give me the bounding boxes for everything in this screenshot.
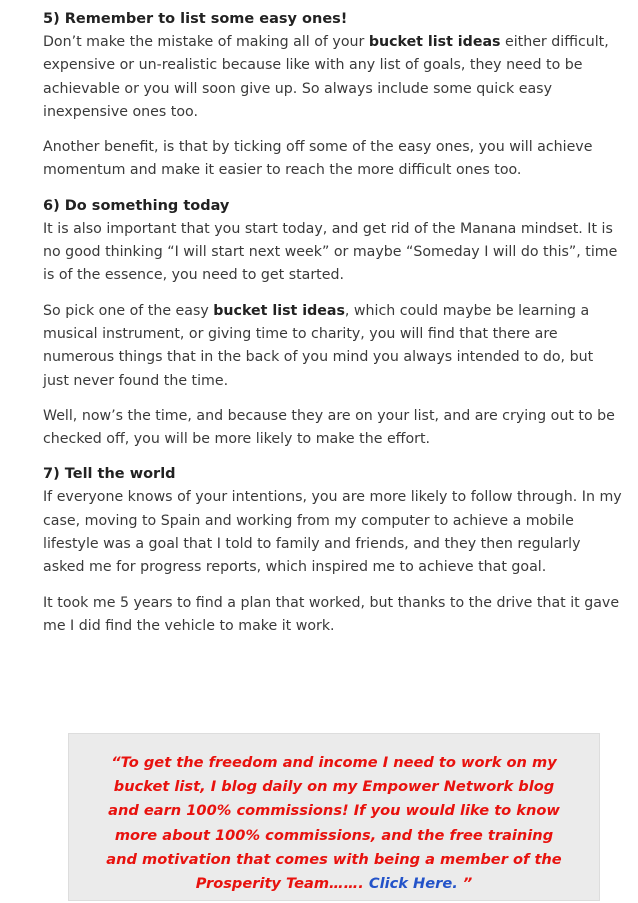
paragraph-text: either difficult, expensive or un-realistic because like with any list of goals, they need to be achievable or you will soon give up. So always include some quick easy inexpensive ones too. — [43, 34, 609, 120]
paragraph: Well, now’s the time, and because they are on your list, and are crying out to be checked off, you will be more likely to make the effort. — [43, 407, 615, 448]
paragraph-text: , which could maybe be learning a musical instrument, or giving time to charity, you will find that there are numerous things that in the back of you mind you always intended to do, but just never found the time. — [43, 302, 594, 389]
bold-keyword: bucket list ideas — [368, 34, 501, 50]
promo-quote — [99, 751, 569, 896]
section-heading: 6) Do something today — [43, 197, 230, 214]
promo-quote-box — [68, 733, 600, 901]
paragraph: If everyone knows of your intentions, you are more likely to follow through. In my case, moving to Spain and working from my computer to achieve a mobile lifestyle was a goal that I told to family and friends, and they then regularly asked me for progress reports, which inspired me to achieve that goal. — [43, 489, 622, 576]
bold-keyword: bucket list ideas — [213, 302, 345, 319]
paragraph-text: So pick one of the easy — [43, 302, 214, 319]
section-heading: 7) Tell the world — [43, 466, 176, 483]
section-tell-the-world — [43, 463, 622, 638]
section-do-something-today — [43, 195, 622, 452]
paragraph-text: Don’t make the mistake of making all of your — [43, 34, 369, 50]
paragraph: It took me 5 years to find a plan that worked, but thanks to the drive that it gave me I did find the vehicle to make it work. — [43, 594, 620, 634]
section-heading: 5) Remember to list some easy ones! — [43, 11, 348, 27]
section-easy-ones — [43, 8, 622, 183]
promo-quote-text: “To get the freedom and income I need to work on my bucket list, I blog daily on my Empower Network blog and earn 100% commissions! If you would like to know more about 100% commissions, and the free training and motivation that comes with being a member of the Prosperity Team……. — [106, 754, 562, 893]
paragraph: It is also important that you start today, and get rid of the Manana mindset. It is no good thinking “I will start next week” or maybe “Someday I will do this”, time is of the essence, you need to get started. — [43, 220, 618, 284]
paragraph: Another benefit, is that by ticking off some of the easy ones, you will achieve momentum and make it easier to reach the more difficult ones too. — [43, 139, 593, 179]
paragraph — [43, 31, 622, 124]
promo-quote-closing: ” — [457, 875, 473, 893]
click-here-link[interactable]: Click Here. — [368, 875, 458, 893]
paragraph — [43, 300, 622, 393]
